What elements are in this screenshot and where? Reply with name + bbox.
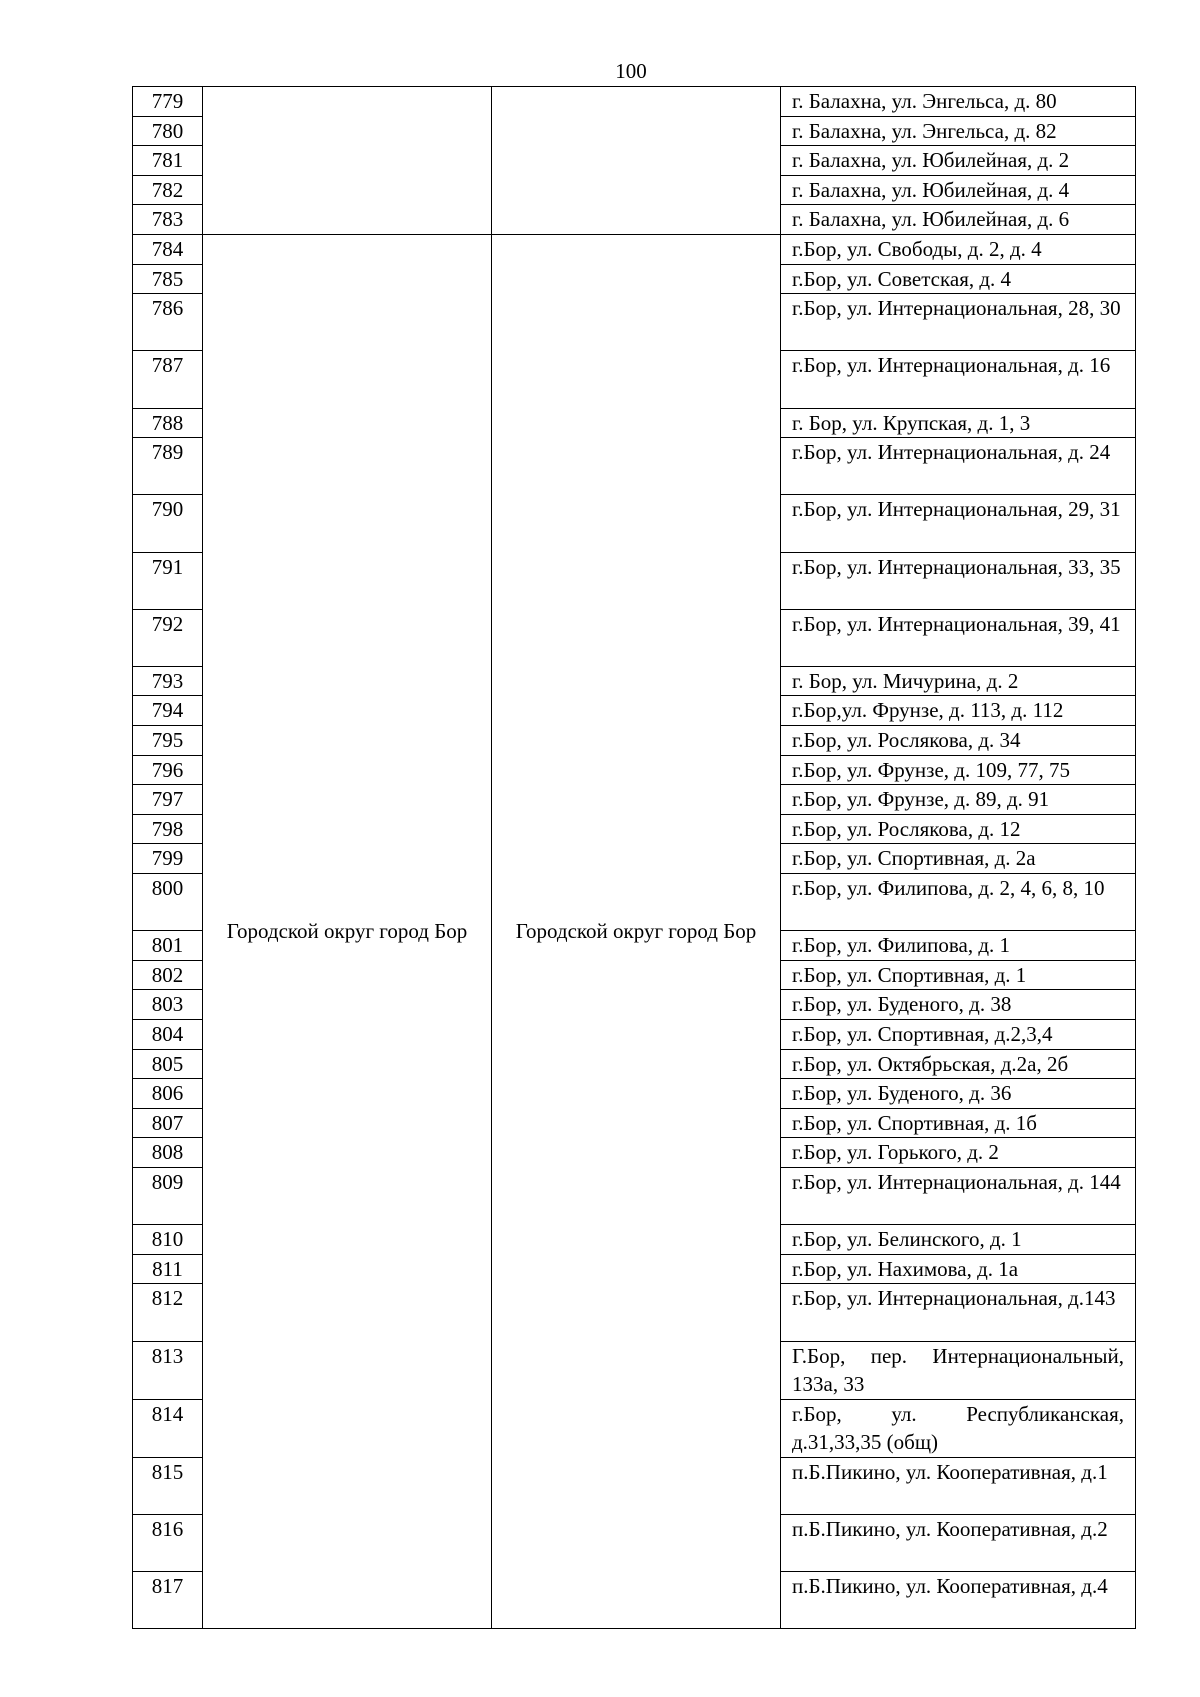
address-cell: г.Бор,ул. Фрунзе, д. 113, д. 112 <box>781 696 1136 726</box>
address-cell: г.Бор, ул. Интернациональная, 29, 31 <box>781 495 1136 552</box>
address-table <box>132 86 1136 1629</box>
table-row <box>133 234 1136 264</box>
address-cell: г. Бор, ул. Мичурина, д. 2 <box>781 666 1136 696</box>
row-number: 793 <box>133 666 203 696</box>
row-number: 800 <box>133 874 203 931</box>
row-number: 806 <box>133 1079 203 1109</box>
row-number: 784 <box>133 234 203 264</box>
row-number: 779 <box>133 87 203 117</box>
address-cell: г.Бор, ул. Интернациональная, д. 24 <box>781 438 1136 495</box>
address-cell: г.Бор, ул. Филипова, д. 1 <box>781 931 1136 961</box>
address-cell: г.Бор, ул. Интернациональная, д.143 <box>781 1284 1136 1341</box>
row-number: 789 <box>133 438 203 495</box>
address-cell: Г.Бор, пер. Интернациональный, 133а, 33 <box>781 1341 1136 1399</box>
row-number: 805 <box>133 1049 203 1079</box>
municipality-cell <box>492 87 781 235</box>
address-cell: г.Бор, ул. Белинского, д. 1 <box>781 1225 1136 1255</box>
address-cell: г. Балахна, ул. Юбилейная, д. 2 <box>781 146 1136 176</box>
district-cell <box>203 87 492 235</box>
row-number: 798 <box>133 814 203 844</box>
row-number: 780 <box>133 116 203 146</box>
district-cell: Городской округ город Бор <box>203 234 492 1629</box>
row-number: 802 <box>133 960 203 990</box>
row-number: 801 <box>133 931 203 961</box>
address-cell: г.Бор, ул. Республиканская, д.31,33,35 (общ) <box>781 1399 1136 1457</box>
address-cell: г.Бор, ул. Интернациональная, д. 16 <box>781 351 1136 408</box>
row-number: 816 <box>133 1515 203 1572</box>
address-cell: г.Бор, ул. Горького, д. 2 <box>781 1138 1136 1168</box>
row-number: 807 <box>133 1108 203 1138</box>
row-number: 787 <box>133 351 203 408</box>
address-cell: г.Бор, ул. Спортивная, д.2,3,4 <box>781 1020 1136 1050</box>
row-number: 791 <box>133 552 203 609</box>
address-cell: г.Бор, ул. Фрунзе, д. 109, 77, 75 <box>781 755 1136 785</box>
page-number: 100 <box>615 59 647 83</box>
row-number: 799 <box>133 844 203 874</box>
address-cell: г. Балахна, ул. Юбилейная, д. 4 <box>781 175 1136 205</box>
row-number: 782 <box>133 175 203 205</box>
row-number: 794 <box>133 696 203 726</box>
row-number: 815 <box>133 1457 203 1514</box>
address-cell: п.Б.Пикино, ул. Кооперативная, д.2 <box>781 1515 1136 1572</box>
row-number: 809 <box>133 1167 203 1224</box>
address-cell: г.Бор, ул. Рослякова, д. 34 <box>781 726 1136 756</box>
row-number: 813 <box>133 1341 203 1399</box>
address-cell: г.Бор, ул. Филипова, д. 2, 4, 6, 8, 10 <box>781 874 1136 931</box>
municipality-cell: Городской округ город Бор <box>492 234 781 1629</box>
address-cell: г.Бор, ул. Фрунзе, д. 89, д. 91 <box>781 785 1136 815</box>
address-cell: г. Балахна, ул. Энгельса, д. 82 <box>781 116 1136 146</box>
address-cell: г.Бор, ул. Спортивная, д. 1б <box>781 1108 1136 1138</box>
address-cell: п.Б.Пикино, ул. Кооперативная, д.4 <box>781 1572 1136 1629</box>
row-number: 783 <box>133 205 203 235</box>
address-cell: г.Бор, ул. Интернациональная, д. 144 <box>781 1167 1136 1224</box>
address-cell: г.Бор, ул. Интернациональная, 39, 41 <box>781 609 1136 666</box>
address-cell: п.Б.Пикино, ул. Кооперативная, д.1 <box>781 1457 1136 1514</box>
table-row <box>133 87 1136 117</box>
address-cell: г.Бор, ул. Спортивная, д. 2а <box>781 844 1136 874</box>
row-number: 785 <box>133 264 203 294</box>
address-cell: г.Бор, ул. Интернациональная, 33, 35 <box>781 552 1136 609</box>
address-cell: г.Бор, ул. Рослякова, д. 12 <box>781 814 1136 844</box>
address-cell: г.Бор, ул. Свободы, д. 2, д. 4 <box>781 234 1136 264</box>
row-number: 796 <box>133 755 203 785</box>
row-number: 795 <box>133 726 203 756</box>
row-number: 797 <box>133 785 203 815</box>
address-cell: г. Балахна, ул. Юбилейная, д. 6 <box>781 205 1136 235</box>
row-number: 781 <box>133 146 203 176</box>
row-number: 804 <box>133 1020 203 1050</box>
row-number: 810 <box>133 1225 203 1255</box>
row-number: 786 <box>133 294 203 351</box>
address-cell: г.Бор, ул. Спортивная, д. 1 <box>781 960 1136 990</box>
row-number: 812 <box>133 1284 203 1341</box>
address-table-body <box>133 87 1136 1629</box>
address-cell: г.Бор, ул. Октябрьская, д.2а, 2б <box>781 1049 1136 1079</box>
address-cell: г.Бор, ул. Буденого, д. 36 <box>781 1079 1136 1109</box>
address-cell: г. Бор, ул. Крупская, д. 1, 3 <box>781 408 1136 438</box>
row-number: 808 <box>133 1138 203 1168</box>
address-cell: г.Бор, ул. Интернациональная, 28, 30 <box>781 294 1136 351</box>
address-cell: г.Бор, ул. Буденого, д. 38 <box>781 990 1136 1020</box>
address-cell: г.Бор, ул. Советская, д. 4 <box>781 264 1136 294</box>
row-number: 792 <box>133 609 203 666</box>
row-number: 790 <box>133 495 203 552</box>
row-number: 803 <box>133 990 203 1020</box>
row-number: 811 <box>133 1254 203 1284</box>
row-number: 788 <box>133 408 203 438</box>
address-cell: г. Балахна, ул. Энгельса, д. 80 <box>781 87 1136 117</box>
row-number: 817 <box>133 1572 203 1629</box>
address-cell: г.Бор, ул. Нахимова, д. 1а <box>781 1254 1136 1284</box>
row-number: 814 <box>133 1399 203 1457</box>
